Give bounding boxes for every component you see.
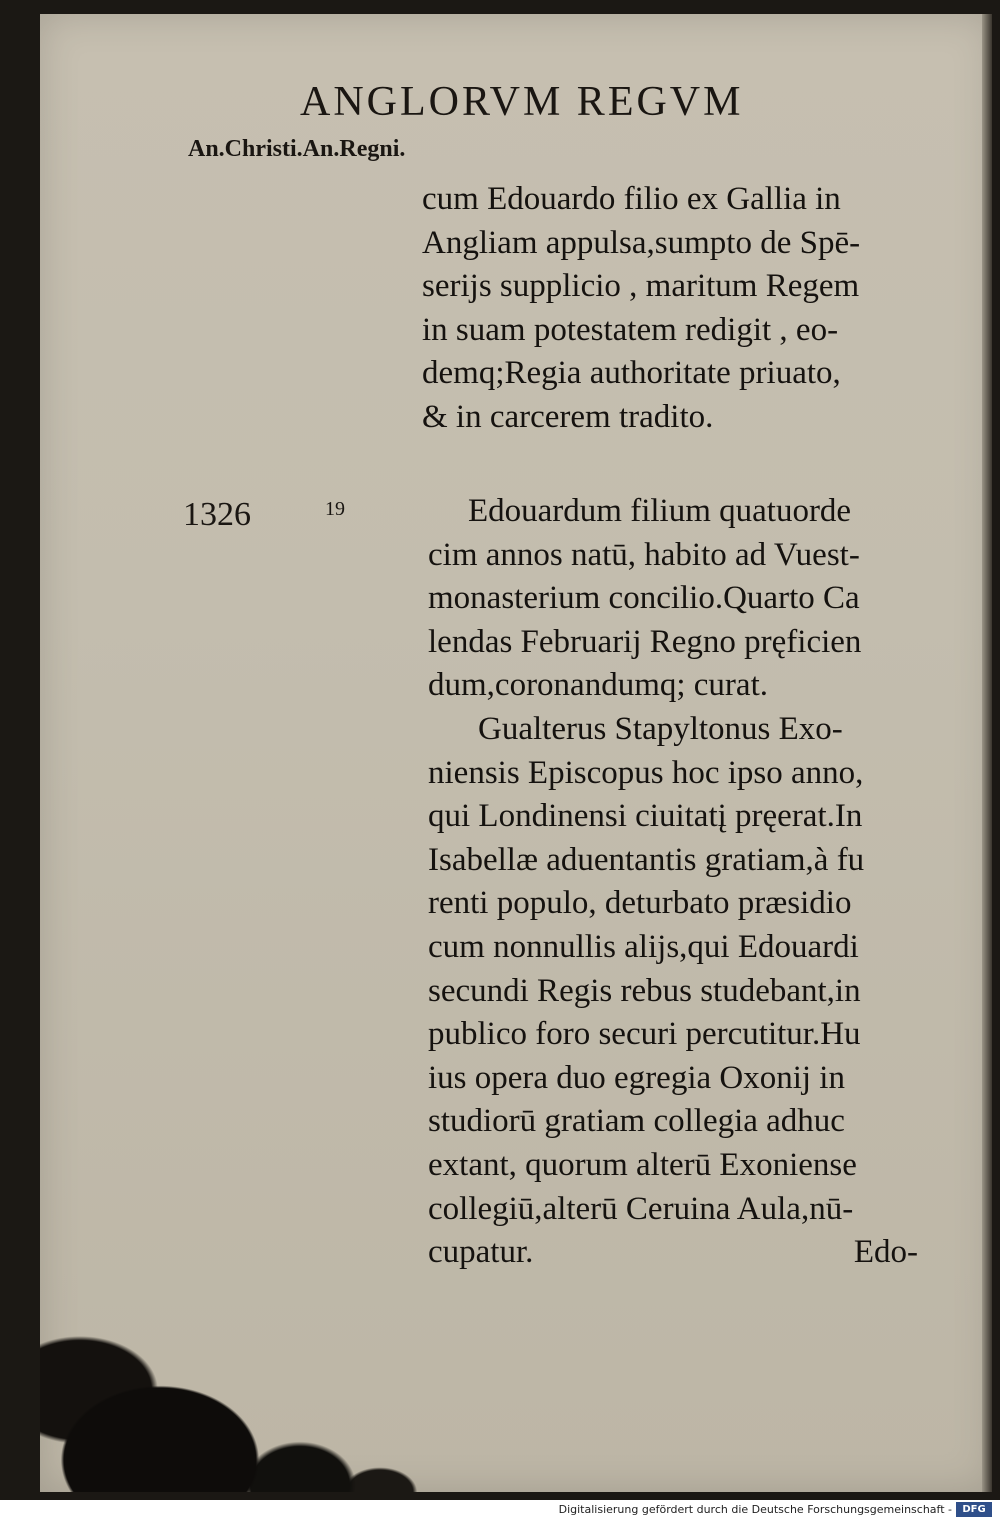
text-line: cum nonnullis alijs,qui Edouardi <box>428 928 859 965</box>
dfg-logo-icon[interactable]: DFG <box>956 1502 992 1517</box>
text-line: secundi Regis rebus studebant,in <box>428 972 861 1009</box>
text-line: cupatur. <box>428 1234 534 1271</box>
text-line: studiorū gratiam collegia adhuc <box>428 1103 845 1140</box>
text-line: Edouardum filium quatuorde <box>468 493 852 529</box>
text-line: qui Londinensi ciuitatį pręerat.In <box>428 798 863 835</box>
running-head: ANGLORVM REGVM <box>300 79 744 125</box>
text-line: publico foro securi percutitur.Hu <box>428 1016 861 1053</box>
margin-year: 1326 <box>183 496 251 533</box>
text-line: in suam potestatem redigit , eo- <box>422 311 839 348</box>
footer-credit: Digitalisierung gefördert durch die Deutsche Forschungsgemeinschaft - <box>558 1503 952 1516</box>
text-line: Angliam appulsa,sumpto de Spē- <box>422 224 861 261</box>
text-line: demq;Regia authoritate priuato, <box>422 355 841 392</box>
text-line: renti populo, deturbato præsidio <box>428 885 852 922</box>
text-line: monasterium concilio.Quarto Ca <box>428 580 860 617</box>
text-line: extant, quorum alterū Exoniense <box>428 1146 857 1183</box>
text-line: Isabellæ aduentantis gratiam,à fu <box>428 841 865 878</box>
text-line: dum,coronandumq; curat. <box>428 667 768 704</box>
text-line: niensis Episcopus hoc ipso anno, <box>428 754 864 791</box>
text-line: ius opera duo egregia Oxonij in <box>428 1059 845 1096</box>
catchword: Edo- <box>853 1234 918 1271</box>
text-line: lendas Februarij Regno pręficien <box>428 623 862 660</box>
margin-regnal-year: 19 <box>325 498 345 520</box>
text-line: collegiū,alterū Ceruina Aula,nū- <box>428 1190 854 1227</box>
text-line: cim annos natū, habito ad Vuest- <box>428 536 860 573</box>
paragraph-2 <box>428 490 928 1275</box>
text-line: cum Edouardo filio ex Gallia in <box>422 181 841 217</box>
paragraph-1 <box>422 178 932 440</box>
text-line: Gualterus Stapyltonus Exo- <box>478 710 843 747</box>
final-line <box>428 1231 928 1275</box>
text-line: serijs supplicio , maritum Regem <box>422 268 860 305</box>
page-damage <box>40 1270 460 1492</box>
page-edge <box>982 14 992 1492</box>
text-line: & in carcerem tradito. <box>422 398 714 435</box>
footer-bar <box>0 1500 1000 1521</box>
column-heading: An.Christi.An.Regni. <box>188 136 406 162</box>
